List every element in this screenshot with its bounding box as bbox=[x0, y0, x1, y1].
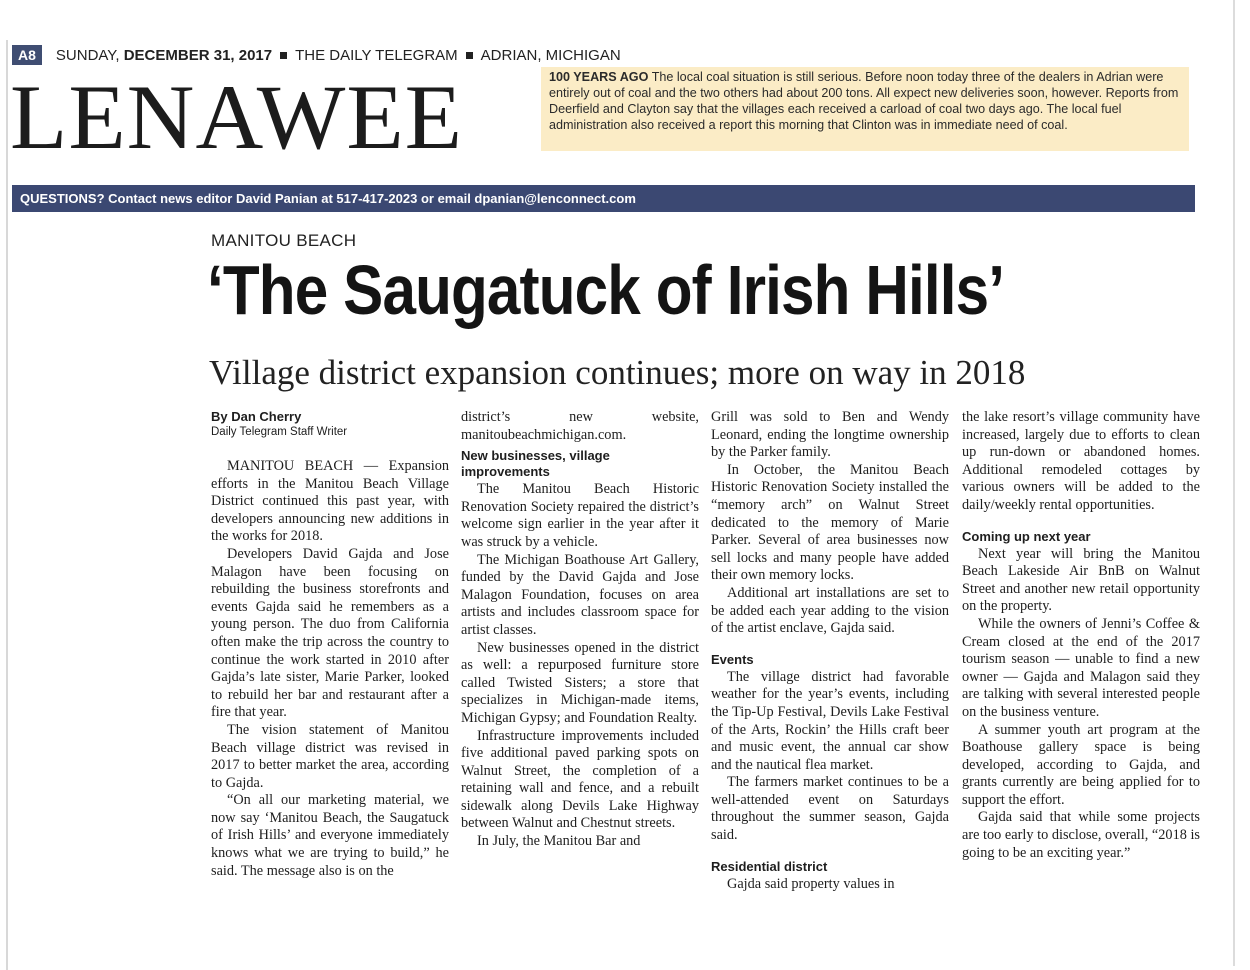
dateline-date: DECEMBER 31, 2017 bbox=[123, 46, 273, 64]
dateline bbox=[12, 44, 621, 66]
dateline-city: ADRIAN, MICHIGAN bbox=[480, 46, 621, 64]
questions-bar: QUESTIONS? Contact news editor David Panian at 517-417-2023 or email dpanian@lenconnect.com bbox=[12, 185, 1195, 212]
paragraph: A summer youth art program at the Boathouse gallery space is being developed, according to Gajda, and grants currently are being applied for to support the effort. bbox=[962, 721, 1200, 808]
paragraph: Additional art installations are set to be added each year adding to the vision of the artist enclave, Gajda said. bbox=[711, 584, 949, 637]
paragraph: In July, the Manitou Bar and bbox=[477, 833, 641, 850]
paragraph: Infrastructure improvements included five additional paved parking spots on Walnut Street, the completion of a retaining wall and fence, and a rebuilt sidewalk along Devils Lake Highway between Walnut and Chestnut streets. bbox=[461, 727, 699, 832]
dateline-paper: THE DAILY TELEGRAM bbox=[295, 46, 458, 64]
separator-square-icon bbox=[466, 52, 473, 59]
hundred-years-ago-box bbox=[541, 67, 1189, 151]
paragraph: The village district had favorable weather for the year’s events, including the Tip-Up Festival, Devils Lake Festival of the Arts, Rockin’ the Hills craft beer and music event, the annual car show and the nautical flea market. bbox=[711, 668, 949, 773]
article-column-4 bbox=[962, 409, 1200, 862]
paragraph: “On all our marketing material, we now say ‘Manitou Beach, the Saugatuck of Irish Hills’ and everyone immediately knows what we are trying to build,” he said. The message also is on the bbox=[211, 792, 449, 879]
subheading: Coming up next year bbox=[962, 528, 1091, 544]
dateline-day: SUNDAY, bbox=[55, 46, 120, 64]
paragraph: The vision statement of Manitou Beach village district was revised in 2017 to better market the area, according to Gajda. bbox=[211, 721, 449, 791]
page-number: A8 bbox=[12, 45, 42, 65]
article-kicker: MANITOU BEACH bbox=[211, 231, 357, 250]
article-column-3 bbox=[711, 409, 949, 893]
byline: By Dan Cherry bbox=[211, 409, 302, 424]
article-headline: ‘The Saugatuck of Irish Hills’ bbox=[207, 251, 1005, 329]
hundred-years-ago-text: The local coal situation is still serious. Before noon today three of the dealers in Adrian were entirely out of coal and the two others had about 200 tons. All expect new deliveries soon, however. Reports from Deerfield and Clayton say that the villages each received a carload of coal two days ago. The local fuel administration also received a report this morning that Clinton was in immediate need of coal. bbox=[549, 70, 1179, 132]
article-deck: Village district expansion continues; more on way in 2018 bbox=[209, 353, 1026, 392]
paragraph: district’s new website, manitoubeachmichigan.com. bbox=[461, 409, 699, 443]
page-edge-right bbox=[1233, 0, 1235, 966]
paragraph: Next year will bring the Manitou Beach Lakeside Air BnB on Walnut Street and another new retail opportunity on the property. bbox=[962, 545, 1200, 615]
article-column-1 bbox=[211, 409, 449, 880]
byline-role: Daily Telegram Staff Writer bbox=[211, 426, 348, 438]
section-title: LENAWEE bbox=[10, 66, 464, 168]
paragraph: New businesses opened in the district as well: a repurposed furniture store called Twisted Sisters; a store that specializes in Michigan-made items, Michigan Gypsy; and Foundation Realty. bbox=[461, 639, 699, 726]
paragraph: In October, the Manitou Beach Historic Renovation Society installed the “memory arch” on Walnut Street dedicated to the memory of Marie Parker. Several of area businesses now sell locks and many people have added their own memory locks. bbox=[711, 461, 949, 584]
page-edge-left bbox=[6, 40, 8, 970]
paragraph: The Manitou Beach Historic Renovation Society repaired the district’s welcome sign earlier in the year after it was struck by a vehicle. bbox=[461, 481, 699, 550]
paragraph: Gajda said property values in bbox=[727, 875, 895, 892]
paragraph: The farmers market continues to be a well-attended event on Saturdays throughout the summer season, Gajda said. bbox=[711, 774, 949, 844]
hundred-years-ago-label: 100 YEARS AGO bbox=[549, 70, 649, 84]
paragraph: The Michigan Boathouse Art Gallery, funded by the David Gajda and Jose Malagon Foundation, focuses on area artists and includes classroom space for artist classes. bbox=[461, 551, 699, 638]
paragraph: the lake resort’s village community have increased, largely due to efforts to clean up run-down or abandoned homes. Additional remodeled cottages by various owners will be added to the daily/weekly rental opportunities. bbox=[962, 409, 1200, 513]
paragraph: Gajda said that while some projects are too early to disclose, overall, “2018 is going to be an exciting year.” bbox=[962, 809, 1200, 861]
paragraph: While the owners of Jenni’s Coffee & Cream closed at the end of the 2017 tourism season — unable to find a new owner — Gajda and Malagon said they are talking with several interested people on the business venture. bbox=[962, 615, 1200, 720]
subheading: Events bbox=[711, 651, 754, 667]
separator-square-icon bbox=[280, 52, 287, 59]
subheading: Residential district bbox=[711, 858, 828, 874]
paragraph: MANITOU BEACH — Expansion efforts in the Manitou Beach Village District continued this past year, with developers announcing new additions in the works for 2018. bbox=[211, 458, 449, 545]
paragraph: Developers David Gajda and Jose Malagon have been focusing on rebuilding the business storefronts and events Gajda said he remembers as a young person. The duo from California often make the trip across the country to continue the work started in 2010 after Gajda’s late sister, Marie Parker, looked to rebuild her bar and restaurant after a fire that year. bbox=[211, 545, 449, 721]
paragraph: Grill was sold to Ben and Wendy Leonard, ending the longtime ownership by the Parker family. bbox=[711, 409, 949, 461]
subheading: New businesses, village improvements bbox=[461, 448, 610, 480]
article-column-2 bbox=[461, 409, 699, 851]
